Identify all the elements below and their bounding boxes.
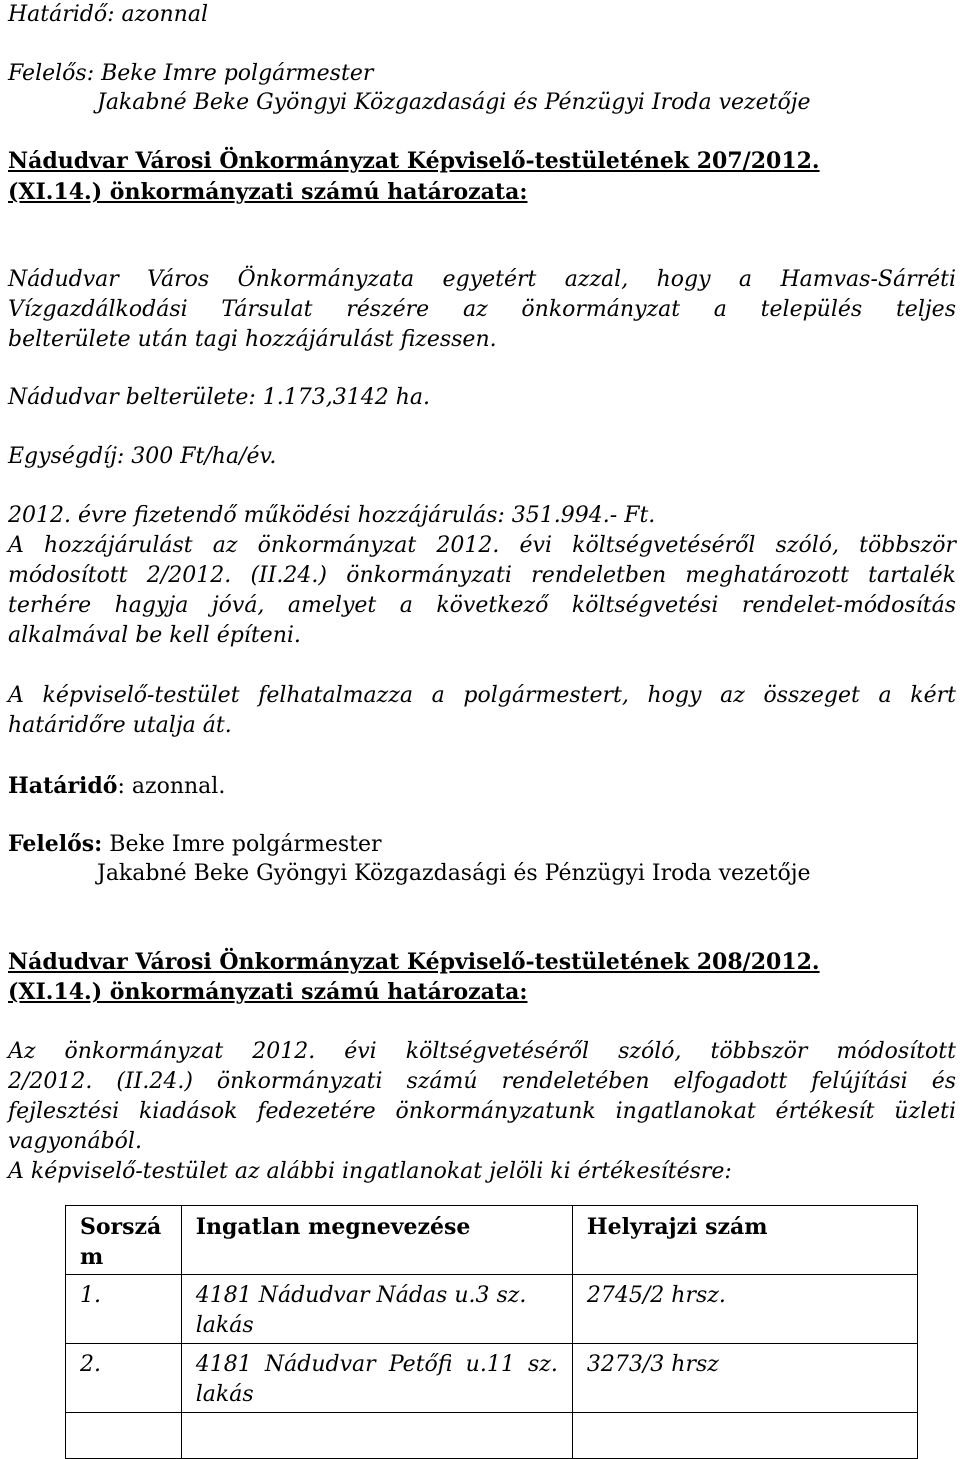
budget-text-line-3: terhére hagyja jóvá, amelyet a következő költségvetési rendelet-módosítás (8, 593, 956, 618)
deadline-label: Határidő (8, 773, 118, 799)
cell-property-name: 4181 Nádudvar Nádas u.3 sz. lakás (181, 1275, 572, 1344)
header-serial: Sorszá m (66, 1206, 182, 1275)
deadline-line-1: Határidő: azonnal (8, 2, 208, 27)
cell-serial: 1. (66, 1275, 182, 1344)
unit-price-line: Egységdíj: 300 Ft/ha/év. (8, 444, 277, 469)
responsible-line-4: Jakabné Beke Gyöngyi Közgazdasági és Pénzügyi Iroda vezetője (97, 861, 811, 886)
table-header-row (66, 1206, 918, 1275)
header-plot-number: Helyrajzi szám (572, 1206, 917, 1275)
authorization-line-1: A képviselő-testület felhatalmazza a polgármestert, hogy az összeget a kért (8, 683, 956, 708)
cell-property-name (181, 1413, 572, 1459)
responsible-line-3 (8, 829, 382, 860)
budget-text-line-1: A hozzájárulást az önkormányzat 2012. évi költségvetéséről szóló, többször (8, 533, 956, 558)
deadline-line-2 (8, 771, 225, 802)
budget-text-line-2: módosított 2/2012. (II.24.) önkormányzati rendeletben meghatározott tartalék (8, 563, 956, 588)
property-intro-line: A képviselő-testület az alábbi ingatlanokat jelöli ki értékesítésre: (8, 1159, 732, 1184)
cell-plot-number (572, 1413, 917, 1459)
resolution-208-title-1: Nádudvar Városi Önkormányzat Képviselő-testületének 208/2012. (8, 949, 820, 975)
property-table (65, 1205, 918, 1459)
responsible-value: Beke Imre polgármester (102, 832, 382, 857)
resolution-207-text-line-3: belterülete után tagi hozzájárulást fizessen. (8, 327, 497, 352)
deadline-value: : azonnal. (117, 774, 226, 799)
cell-serial (66, 1413, 182, 1459)
resolution-208-text-line-1: Az önkormányzat 2012. évi költségvetéséről szóló, többször módosított (8, 1039, 956, 1064)
cell-serial: 2. (66, 1344, 182, 1413)
responsible-label: Felelős: (8, 831, 103, 857)
cell-plot-number: 2745/2 hrsz. (572, 1275, 917, 1344)
resolution-208-title-2: (XI.14.) önkormányzati számú határozata: (8, 979, 528, 1005)
annual-fee-line: 2012. évre fizetendő működési hozzájárulás: 351.994.- Ft. (8, 503, 656, 528)
cell-plot-number: 3273/3 hrsz (572, 1344, 917, 1413)
resolution-207-text-line-1: Nádudvar Város Önkormányzata egyetért azzal, hogy a Hamvas-Sárréti (8, 267, 956, 292)
resolution-207-title-2: (XI.14.) önkormányzati számú határozata: (8, 179, 528, 205)
resolution-207-title-1: Nádudvar Városi Önkormányzat Képviselő-testületének 207/2012. (8, 148, 820, 174)
budget-text-line-4: alkalmával be kell építeni. (8, 623, 301, 648)
table-row (66, 1275, 918, 1344)
table-row (66, 1344, 918, 1413)
authorization-line-2: határidőre utalja át. (8, 713, 232, 738)
header-property-name: Ingatlan megnevezése (181, 1206, 572, 1275)
table-row (66, 1413, 918, 1459)
resolution-208-text-line-3: fejlesztési kiadások fedezetére önkormányzatunk ingatlanokat értékesít üzleti (8, 1099, 956, 1124)
cell-property-name: 4181 Nádudvar Petőfi u.11 sz. lakás (181, 1344, 572, 1413)
inner-area-line: Nádudvar belterülete: 1.173,3142 ha. (8, 385, 430, 410)
resolution-207-text-line-2: Vízgazdálkodási Társulat részére az önkormányzat a település teljes (8, 297, 956, 322)
responsible-line-2: Jakabné Beke Gyöngyi Közgazdasági és Pénzügyi Iroda vezetője (97, 90, 811, 115)
resolution-208-text-line-4: vagyonából. (8, 1129, 142, 1154)
resolution-208-text-line-2: 2/2012. (II.24.) önkormányzati számú rendeletében elfogadott felújítási és (8, 1069, 956, 1094)
responsible-line-1: Felelős: Beke Imre polgármester (8, 61, 374, 86)
